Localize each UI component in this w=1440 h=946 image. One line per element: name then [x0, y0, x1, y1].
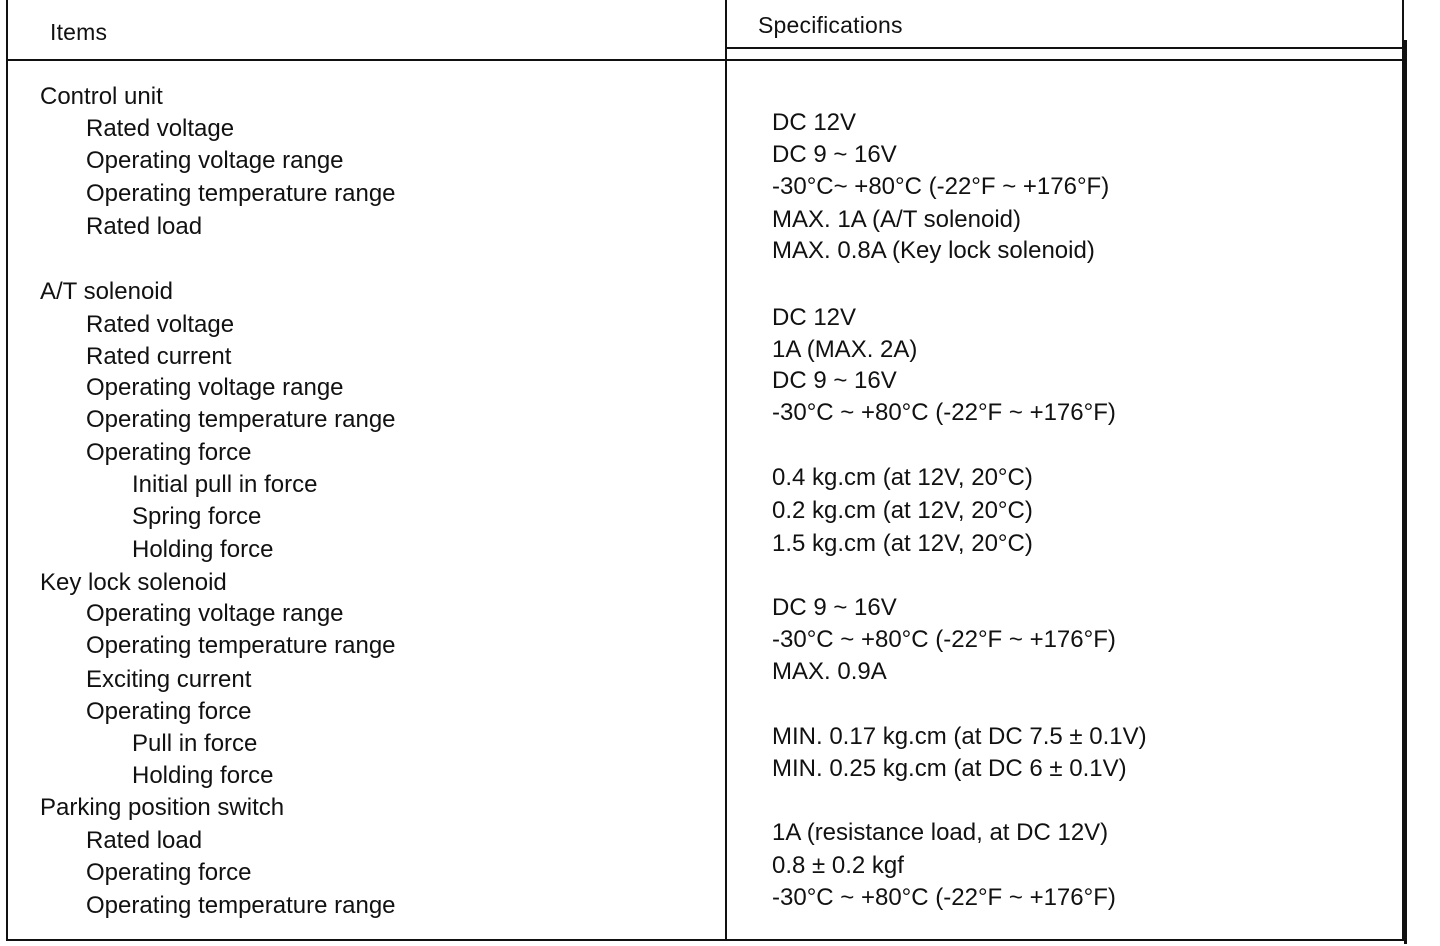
item-at-operating-voltage: Operating voltage range [86, 374, 344, 401]
spec-cu-operating-voltage: DC 9 ~ 16V [772, 141, 897, 168]
item-cu-rated-voltage: Rated voltage [86, 115, 235, 142]
item-kl-exciting-current: Exciting current [86, 666, 252, 693]
spec-at-operating-voltage: DC 9 ~ 16V [772, 367, 897, 394]
spec-at-initial-pull-in-force: 0.4 kg.cm (at 12V, 20°C) [772, 464, 1033, 491]
items-column-header: Items [50, 19, 108, 45]
spec-kl-pull-in-force: MIN. 0.17 kg.cm (at DC 7.5 ± 0.1V) [772, 723, 1147, 750]
spec-at-rated-voltage: DC 12V [772, 304, 857, 331]
spec-at-holding-force: 1.5 kg.cm (at 12V, 20°C) [772, 530, 1033, 557]
item-parking-position-switch: Parking position switch [40, 794, 285, 821]
item-at-initial-pull-in-force: Initial pull in force [132, 471, 318, 498]
spec-header-rule [727, 47, 1404, 49]
spec-cu-rated-voltage: DC 12V [772, 109, 857, 136]
spec-pps-operating-temperature: -30°C ~ +80°C (-22°F ~ +176°F) [772, 884, 1116, 911]
spec-pps-rated-load: 1A (resistance load, at DC 12V) [772, 819, 1109, 846]
spec-kl-holding-force: MIN. 0.25 kg.cm (at DC 6 ± 0.1V) [772, 755, 1127, 782]
specifications-column-header: Specifications [758, 12, 903, 38]
table-right-edge [1404, 40, 1407, 944]
spec-at-operating-temperature: -30°C ~ +80°C (-22°F ~ +176°F) [772, 399, 1116, 426]
item-kl-operating-temperature: Operating temperature range [86, 632, 396, 659]
item-kl-operating-force: Operating force [86, 698, 252, 725]
spec-at-rated-current: 1A (MAX. 2A) [772, 336, 918, 363]
item-key-lock-solenoid: Key lock solenoid [40, 569, 227, 596]
column-divider [725, 0, 727, 941]
spec-kl-operating-temperature: -30°C ~ +80°C (-22°F ~ +176°F) [772, 626, 1116, 653]
spec-cu-rated-load-key-lock: MAX. 0.8A (Key lock solenoid) [772, 237, 1095, 264]
item-cu-operating-voltage: Operating voltage range [86, 147, 344, 174]
item-pps-operating-force: Operating force [86, 859, 252, 886]
spec-cu-operating-temperature: -30°C~ +80°C (-22°F ~ +176°F) [772, 173, 1110, 200]
spec-at-spring-force: 0.2 kg.cm (at 12V, 20°C) [772, 497, 1033, 524]
item-at-solenoid: A/T solenoid [40, 278, 173, 305]
item-cu-operating-temperature: Operating temperature range [86, 180, 396, 207]
header-rule [6, 59, 1404, 61]
spec-pps-operating-force: 0.8 ± 0.2 kgf [772, 852, 904, 879]
item-at-rated-voltage: Rated voltage [86, 311, 235, 338]
item-at-operating-temperature: Operating temperature range [86, 406, 396, 433]
spec-kl-exciting-current: MAX. 0.9A [772, 658, 887, 685]
item-at-holding-force: Holding force [132, 536, 274, 563]
spec-kl-operating-voltage: DC 9 ~ 16V [772, 594, 897, 621]
item-kl-operating-voltage: Operating voltage range [86, 600, 344, 627]
item-at-rated-current: Rated current [86, 343, 232, 370]
item-control-unit: Control unit [40, 83, 163, 110]
item-cu-rated-load: Rated load [86, 213, 203, 240]
item-at-spring-force: Spring force [132, 503, 262, 530]
item-kl-holding-force: Holding force [132, 762, 274, 789]
item-kl-pull-in-force: Pull in force [132, 730, 258, 757]
spec-cu-rated-load-at: MAX. 1A (A/T solenoid) [772, 206, 1021, 233]
item-at-operating-force: Operating force [86, 439, 252, 466]
item-pps-rated-load: Rated load [86, 827, 203, 854]
item-pps-operating-temperature: Operating temperature range [86, 892, 396, 919]
